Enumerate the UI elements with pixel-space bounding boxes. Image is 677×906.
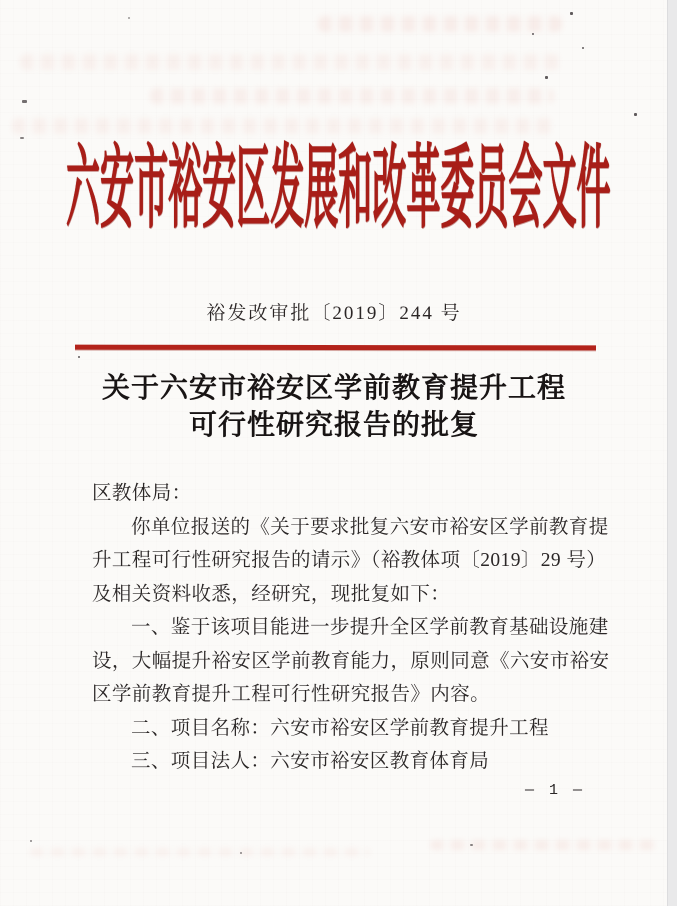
- document-title-line-2: 可行性研究报告的批复: [188, 410, 479, 441]
- scan-speck: [30, 840, 32, 842]
- agency-name-header: 六安市裕安区发展和改革委员会文件: [66, 138, 611, 239]
- scan-speck: [532, 33, 534, 35]
- body-line: 设，大幅提升裕安区学前教育能力，原则同意《六安市裕安: [92, 650, 610, 672]
- body-line: 二、项目名称：六安市裕安区学前教育提升工程: [131, 717, 549, 739]
- scan-speck: [570, 12, 573, 15]
- recipient-line: 区教体局：: [92, 483, 192, 504]
- ink-bleedthrough-artifact: [30, 848, 370, 856]
- scan-speck: [240, 852, 242, 854]
- document-title-line-1: 关于六安市裕安区学前教育提升工程: [101, 373, 566, 404]
- scan-speck: [128, 17, 130, 19]
- document-reference-number: 裕发改审批〔2019〕244 号: [206, 303, 462, 324]
- scan-speck: [582, 47, 584, 49]
- page-number: — 1 —: [524, 782, 585, 799]
- ink-bleedthrough-artifact: [20, 54, 560, 70]
- scan-speck: [78, 356, 80, 358]
- body-line: 升工程可行性研究报告的请示》（裕教体项〔2019〕29 号）: [92, 550, 607, 571]
- scan-speck: [545, 76, 548, 79]
- body-line: 你单位报送的《关于要求批复六安市裕安区学前教育提: [131, 516, 609, 538]
- document-title: [0, 370, 668, 444]
- scan-speck: [22, 100, 27, 103]
- scan-speck: [20, 137, 24, 139]
- ink-bleedthrough-artifact: [430, 840, 658, 850]
- body-line: 三、项目法人：六安市裕安区教育体育局: [131, 751, 490, 772]
- ink-bleedthrough-artifact: [150, 88, 554, 104]
- red-header-rule: [75, 345, 596, 351]
- body-line: 一、鉴于该项目能进一步提升全区学前教育基础设施建: [131, 617, 609, 638]
- scan-edge-band: [667, 0, 677, 906]
- scan-speck: [470, 844, 473, 846]
- scan-speck: [634, 113, 637, 116]
- letterhead: [66, 138, 611, 239]
- ink-bleedthrough-artifact: [318, 16, 562, 32]
- body-line: 及相关资料收悉，经研究，现批复如下：: [92, 583, 451, 605]
- body-line: 区学前教育提升工程可行性研究报告》内容。: [92, 684, 491, 705]
- ink-bleedthrough-artifact: [12, 118, 554, 134]
- document-body: [92, 477, 610, 779]
